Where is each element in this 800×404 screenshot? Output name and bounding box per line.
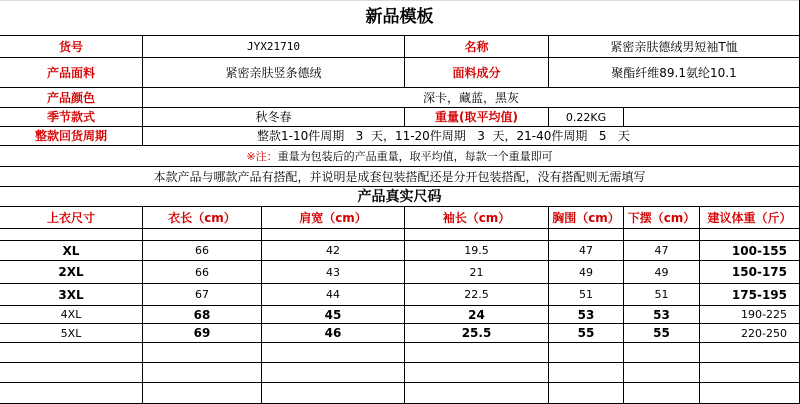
label-name[interactable]: 名称: [405, 36, 549, 58]
page-title[interactable]: 新品模板: [0, 0, 800, 36]
size-header-cell[interactable]: 肩宽（cm）: [262, 207, 405, 229]
size-header-cell[interactable]: 上衣尺寸: [0, 207, 143, 229]
size-cell[interactable]: 22.5: [405, 284, 549, 306]
size-cell[interactable]: 150-175: [700, 261, 800, 284]
size-cell[interactable]: 69: [143, 324, 262, 343]
empty-cell[interactable]: [405, 229, 549, 241]
size-cell[interactable]: 25.5: [405, 324, 549, 343]
label-composition[interactable]: 面料成分: [405, 58, 549, 88]
label-delivery-cycle[interactable]: 整款回货周期: [0, 127, 143, 146]
size-cell[interactable]: 43: [262, 261, 405, 284]
empty-cell[interactable]: [405, 363, 549, 383]
empty-cell[interactable]: [700, 363, 800, 383]
empty-cell[interactable]: [700, 383, 800, 404]
label-fabric[interactable]: 产品面料: [0, 58, 143, 88]
matching-note[interactable]: 本款产品与哪款产品有搭配，并说明是成套包装搭配还是分开包装搭配，没有搭配则无需填写: [0, 167, 800, 187]
label-weight[interactable]: 重量(取平均值): [405, 108, 549, 127]
empty-cell[interactable]: [624, 363, 700, 383]
value-fabric[interactable]: 紧密亲肤竖条德绒: [143, 58, 405, 88]
size-cell[interactable]: 46: [262, 324, 405, 343]
empty-cell[interactable]: [549, 229, 624, 241]
empty-cell[interactable]: [262, 363, 405, 383]
empty-cell[interactable]: [700, 343, 800, 363]
value-composition[interactable]: 聚酯纤维89.1氨纶10.1: [549, 58, 800, 88]
empty-cell[interactable]: [405, 343, 549, 363]
empty-cell[interactable]: [143, 343, 262, 363]
size-cell[interactable]: 2XL: [0, 261, 143, 284]
empty-cell[interactable]: [0, 343, 143, 363]
empty-cell[interactable]: [0, 383, 143, 404]
size-cell[interactable]: 21: [405, 261, 549, 284]
size-cell[interactable]: 55: [549, 324, 624, 343]
weight-note[interactable]: [0, 146, 800, 167]
size-cell[interactable]: 24: [405, 306, 549, 324]
size-cell[interactable]: 53: [624, 306, 700, 324]
size-cell[interactable]: 66: [143, 241, 262, 261]
empty-cell[interactable]: [624, 108, 800, 127]
empty-cell[interactable]: [549, 343, 624, 363]
size-cell[interactable]: XL: [0, 241, 143, 261]
empty-cell[interactable]: [624, 343, 700, 363]
size-cell[interactable]: 42: [262, 241, 405, 261]
size-header-cell[interactable]: 衣长（cm）: [143, 207, 262, 229]
size-cell[interactable]: 47: [549, 241, 624, 261]
size-table-title[interactable]: 产品真实尺码: [0, 187, 800, 207]
empty-cell[interactable]: [0, 363, 143, 383]
size-cell[interactable]: 45: [262, 306, 405, 324]
note-mark: ※注：: [246, 149, 278, 163]
empty-cell[interactable]: [549, 363, 624, 383]
empty-cell[interactable]: [700, 229, 800, 241]
size-cell[interactable]: 190-225: [700, 306, 800, 324]
empty-cell[interactable]: [624, 383, 700, 404]
size-cell[interactable]: 100-155: [700, 241, 800, 261]
empty-cell[interactable]: [624, 229, 700, 241]
value-delivery-cycle[interactable]: 整款1-10件周期 3 天，11-20件周期 3 天，21-40件周期 5 天: [143, 127, 800, 146]
size-header-cell[interactable]: 建议体重（斤）: [700, 207, 800, 229]
size-cell[interactable]: 175-195: [700, 284, 800, 306]
size-cell[interactable]: 67: [143, 284, 262, 306]
size-cell[interactable]: 44: [262, 284, 405, 306]
empty-cell[interactable]: [0, 229, 143, 241]
size-cell[interactable]: 68: [143, 306, 262, 324]
size-cell[interactable]: 4XL: [0, 306, 143, 324]
size-header-cell[interactable]: 袖长（cm）: [405, 207, 549, 229]
empty-cell[interactable]: [549, 383, 624, 404]
label-season[interactable]: 季节款式: [0, 108, 143, 127]
size-cell[interactable]: 55: [624, 324, 700, 343]
size-cell[interactable]: 51: [624, 284, 700, 306]
empty-cell[interactable]: [262, 229, 405, 241]
note-text: 重量为包装后的产品重量，取平均值，每款一个重量即可: [277, 149, 553, 163]
value-item-number[interactable]: JYX21710: [143, 36, 405, 58]
size-cell[interactable]: 220-250: [700, 324, 800, 343]
value-weight[interactable]: 0.22KG: [549, 108, 624, 127]
empty-cell[interactable]: [143, 229, 262, 241]
size-header-cell[interactable]: 胸围（cm）: [549, 207, 624, 229]
label-item-number[interactable]: 货号: [0, 36, 143, 58]
size-cell[interactable]: 3XL: [0, 284, 143, 306]
size-cell[interactable]: 51: [549, 284, 624, 306]
empty-cell[interactable]: [262, 343, 405, 363]
value-color[interactable]: 深卡，藏蓝，黑灰: [143, 88, 800, 108]
empty-cell[interactable]: [143, 363, 262, 383]
size-cell[interactable]: 49: [624, 261, 700, 284]
size-cell[interactable]: 66: [143, 261, 262, 284]
size-header-cell[interactable]: 下摆（cm）: [624, 207, 700, 229]
size-cell[interactable]: 5XL: [0, 324, 143, 343]
empty-cell[interactable]: [405, 383, 549, 404]
label-color[interactable]: 产品颜色: [0, 88, 143, 108]
size-cell[interactable]: 49: [549, 261, 624, 284]
value-name[interactable]: 紧密亲肤德绒男短袖T恤: [549, 36, 800, 58]
value-season[interactable]: 秋冬春: [143, 108, 405, 127]
empty-cell[interactable]: [262, 383, 405, 404]
size-cell[interactable]: 47: [624, 241, 700, 261]
size-cell[interactable]: 19.5: [405, 241, 549, 261]
empty-cell[interactable]: [143, 383, 262, 404]
size-cell[interactable]: 53: [549, 306, 624, 324]
